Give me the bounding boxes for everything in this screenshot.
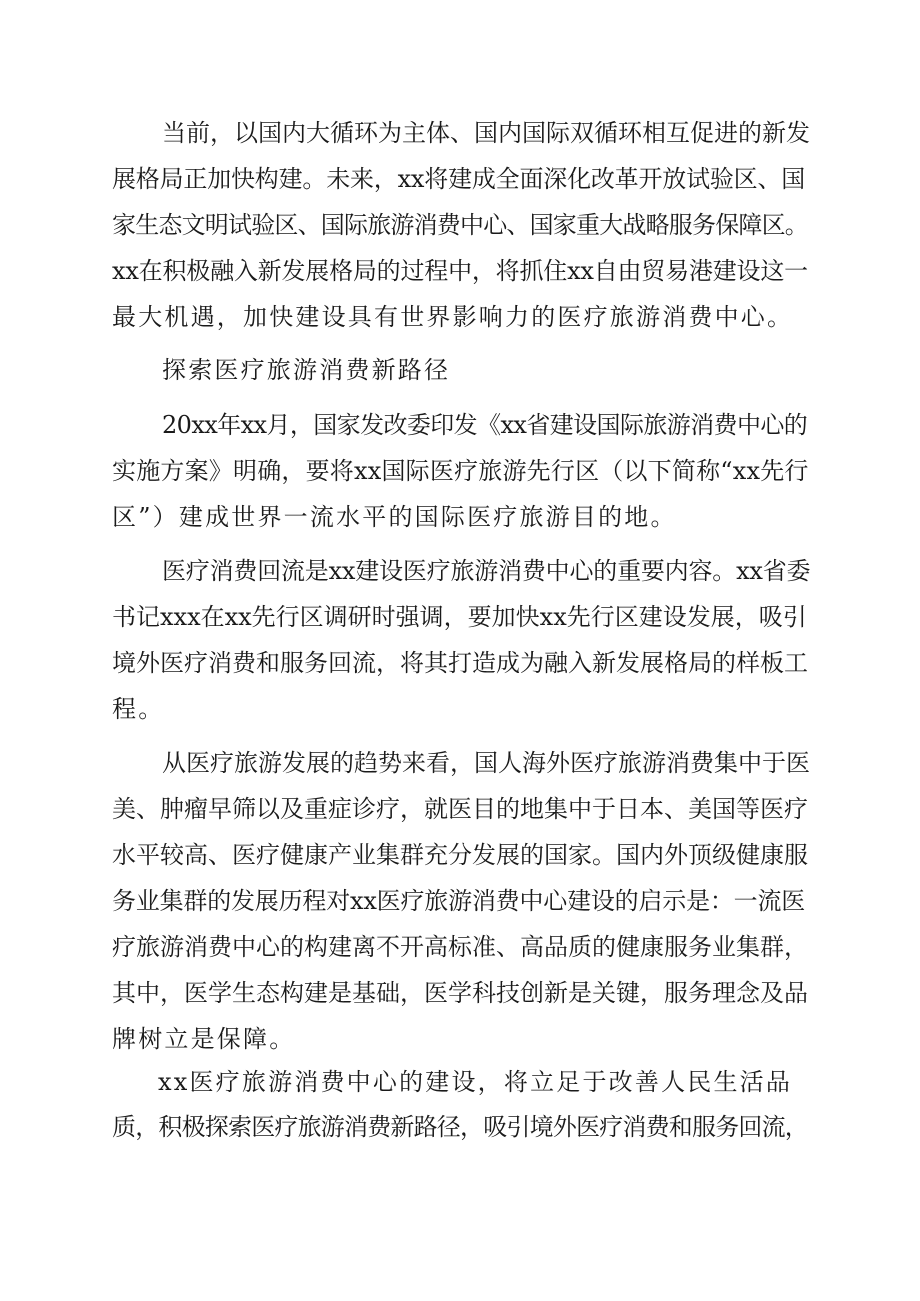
paragraph-line: 务业集群的发展历程对xx医疗旅游消费中心建设的启示是：一流医 (112, 887, 806, 915)
paragraph-line: 其中，医学生态构建是基础，医学科技创新是关键，服务理念及品 (112, 979, 808, 1007)
paragraph-line: 从医疗旅游发展的趋势来看，国人海外医疗旅游消费集中于医 (162, 749, 810, 777)
paragraph-line: 程。 (112, 695, 165, 723)
paragraph-line: 20xx年xx月，国家发改委印发《xx省建设国际旅游消费中心的 (162, 411, 808, 439)
paragraph-line: 家生态文明试验区、国际旅游消费中心、国家重大战略服务保障区。 (112, 211, 808, 239)
paragraph-line: 质，积极探索医疗旅游消费新路径，吸引境外医疗消费和服务回流， (112, 1113, 808, 1141)
paragraph-line: xx医疗旅游消费中心的建设，将立足于改善人民生活品 (158, 1068, 793, 1096)
paragraph-line: 境外医疗消费和服务回流，将其打造成为融入新发展格局的样板工 (112, 649, 808, 677)
paragraph-line: 区”）建成世界一流水平的国际医疗旅游目的地。 (112, 503, 677, 531)
paragraph-line: 书记xxx在xx先行区调研时强调，要加快xx先行区建设发展，吸引 (112, 603, 807, 631)
paragraph-line: xx在积极融入新发展格局的过程中，将抓住xx自由贸易港建设这一 (112, 257, 808, 285)
paragraph-line: 美、肿瘤早筛以及重症诊疗，就医目的地集中于日本、美国等医疗 (112, 795, 808, 823)
paragraph-line: 当前，以国内大循环为主体、国内国际双循环相互促进的新发 (162, 119, 810, 147)
section-heading: 探索医疗旅游消费新路径 (162, 356, 451, 384)
paragraph-line: 展格局正加快构建。未来，xx将建成全面深化改革开放试验区、国 (112, 165, 806, 193)
paragraph-line: 实施方案》明确，要将xx国际医疗旅游先行区（以下简称“xx先行 (112, 457, 809, 485)
paragraph-line: 最大机遇，加快建设具有世界影响力的医疗旅游消费中心。 (112, 303, 794, 331)
paragraph-line: 疗旅游消费中心的构建离不开高标准、高品质的健康服务业集群， (112, 933, 808, 961)
paragraph-line: 牌树立是保障。 (112, 1025, 296, 1053)
paragraph-line: 医疗消费回流是xx建设医疗旅游消费中心的重要内容。xx省委 (162, 557, 811, 585)
paragraph-line: 水平较高、医疗健康产业集群充分发展的国家。国内外顶级健康服 (112, 841, 808, 869)
